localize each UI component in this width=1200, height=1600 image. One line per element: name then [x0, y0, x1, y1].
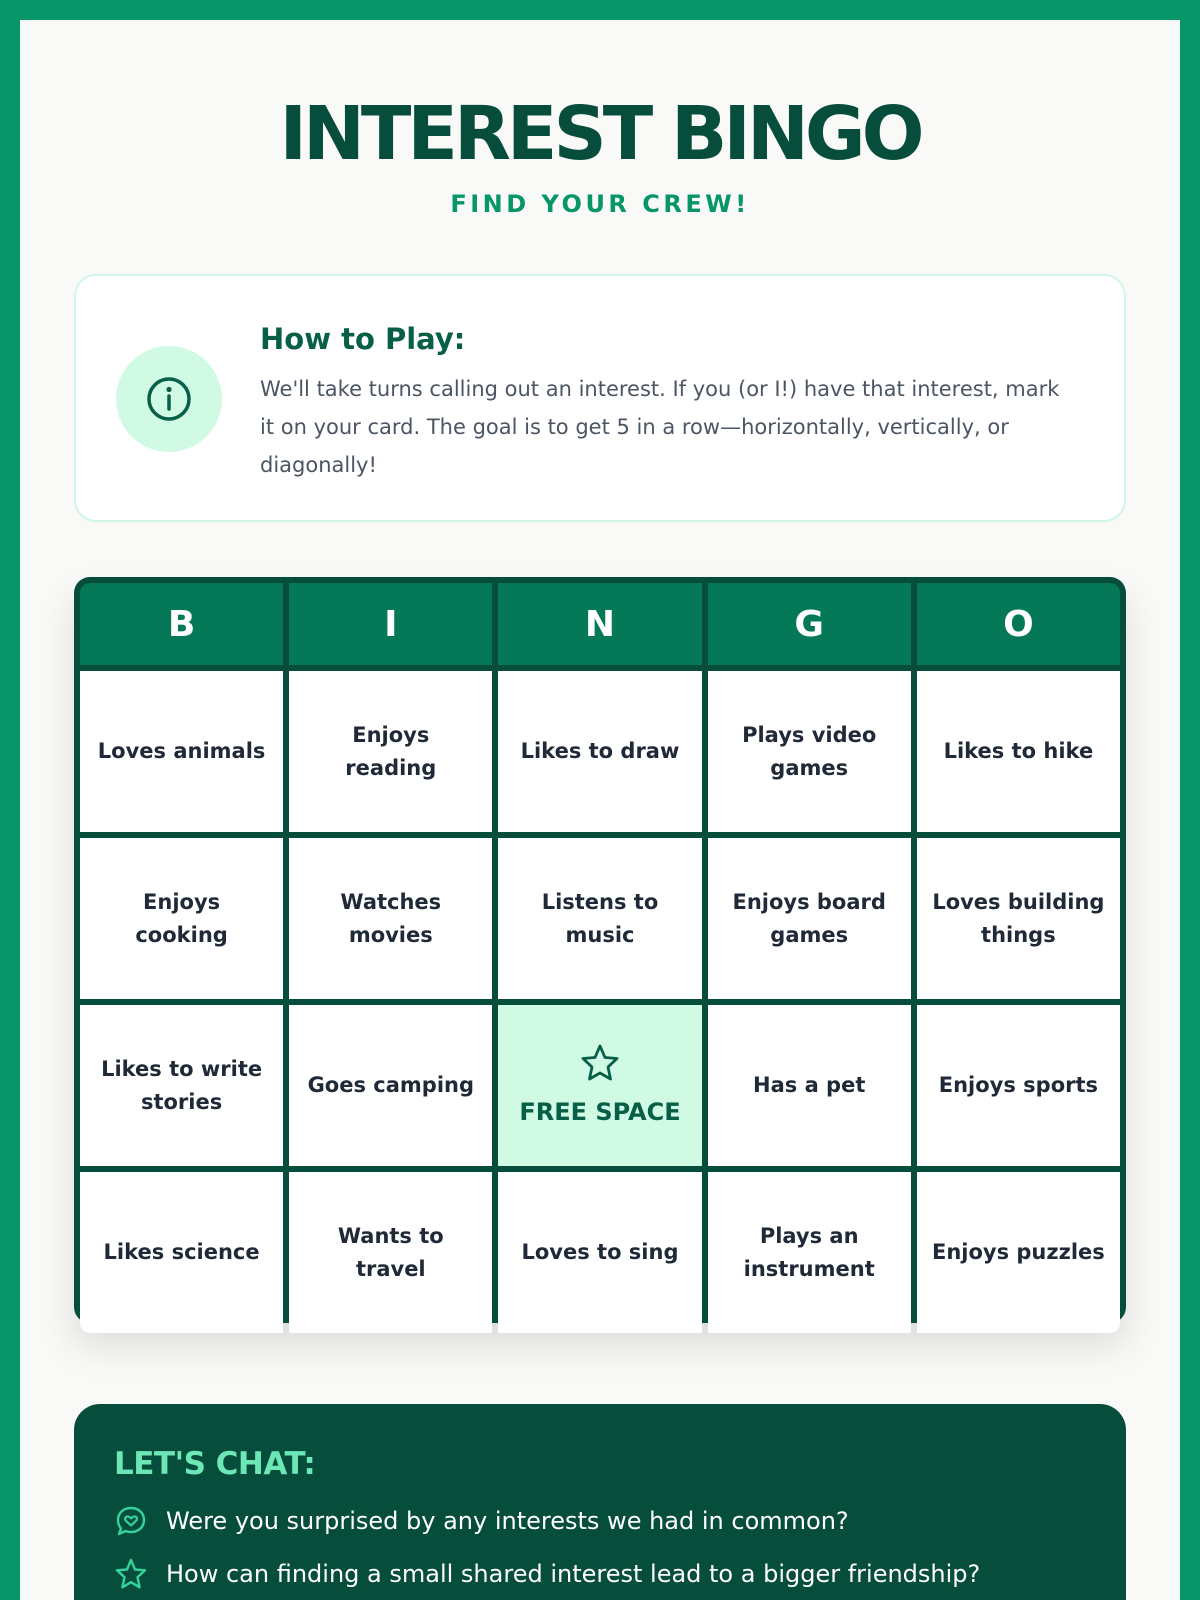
bingo-cell[interactable]: Likes to write stories: [80, 1005, 283, 1166]
chat-question: [114, 1557, 980, 1591]
column-header-g: G: [708, 583, 911, 665]
bingo-cell[interactable]: Likes to draw: [498, 671, 701, 832]
bingo-cell[interactable]: Plays video games: [708, 671, 911, 832]
info-icon: [116, 346, 222, 452]
page-title: INTEREST BINGO: [279, 91, 921, 177]
how-to-play-text: We'll take turns calling out an interest. If you (or I!) have that interest, mark it on your card. The goal is to get 5 in a row—horizontally, vertically, or diagonally!: [260, 377, 1060, 477]
chat-question-text: Were you surprised by any interests we had in common?: [166, 1507, 849, 1535]
page-subtitle: FIND YOUR CREW!: [450, 190, 750, 218]
bingo-cell[interactable]: Enjoys board games: [708, 838, 911, 999]
bingo-cell[interactable]: Wants to travel: [289, 1172, 492, 1333]
bingo-cell[interactable]: Loves to sing: [498, 1172, 701, 1333]
chat-question: [114, 1504, 849, 1538]
column-header-n: N: [498, 583, 701, 665]
lets-chat-panel: [74, 1404, 1126, 1600]
bingo-board: [74, 577, 1126, 1323]
lets-chat-heading: LET'S CHAT:: [114, 1446, 316, 1482]
bingo-cell[interactable]: Loves building things: [917, 838, 1120, 999]
bingo-cell[interactable]: Enjoys puzzles: [917, 1172, 1120, 1333]
bingo-cell[interactable]: Enjoys reading: [289, 671, 492, 832]
bingo-cell[interactable]: Listens to music: [498, 838, 701, 999]
star-icon: [114, 1557, 148, 1591]
bingo-cell[interactable]: Likes science: [80, 1172, 283, 1333]
bingo-cell[interactable]: Goes camping: [289, 1005, 492, 1166]
bingo-cell[interactable]: Enjoys cooking: [80, 838, 283, 999]
bingo-cell[interactable]: Watches movies: [289, 838, 492, 999]
star-icon: [580, 1043, 620, 1092]
free-space-cell[interactable]: [498, 1005, 701, 1166]
bingo-grid: [80, 583, 1120, 1317]
chat-question-text: How can finding a small shared interest lead to a bigger friendship?: [166, 1560, 981, 1588]
column-header-o: O: [917, 583, 1120, 665]
heart-chat-icon: [114, 1504, 148, 1538]
column-header-i: I: [289, 583, 492, 665]
bingo-cell[interactable]: Plays an instrument: [708, 1172, 911, 1333]
bingo-cell[interactable]: Loves animals: [80, 671, 283, 832]
column-header-b: B: [80, 583, 283, 665]
how-to-play-heading: How to Play:: [260, 322, 466, 356]
bingo-cell[interactable]: Has a pet: [708, 1005, 911, 1166]
how-to-play-card: [74, 274, 1126, 522]
bingo-cell[interactable]: Likes to hike: [917, 671, 1120, 832]
free-space-label: FREE SPACE: [519, 1097, 681, 1126]
bingo-sheet: [20, 20, 1180, 1600]
bingo-cell[interactable]: Enjoys sports: [917, 1005, 1120, 1166]
